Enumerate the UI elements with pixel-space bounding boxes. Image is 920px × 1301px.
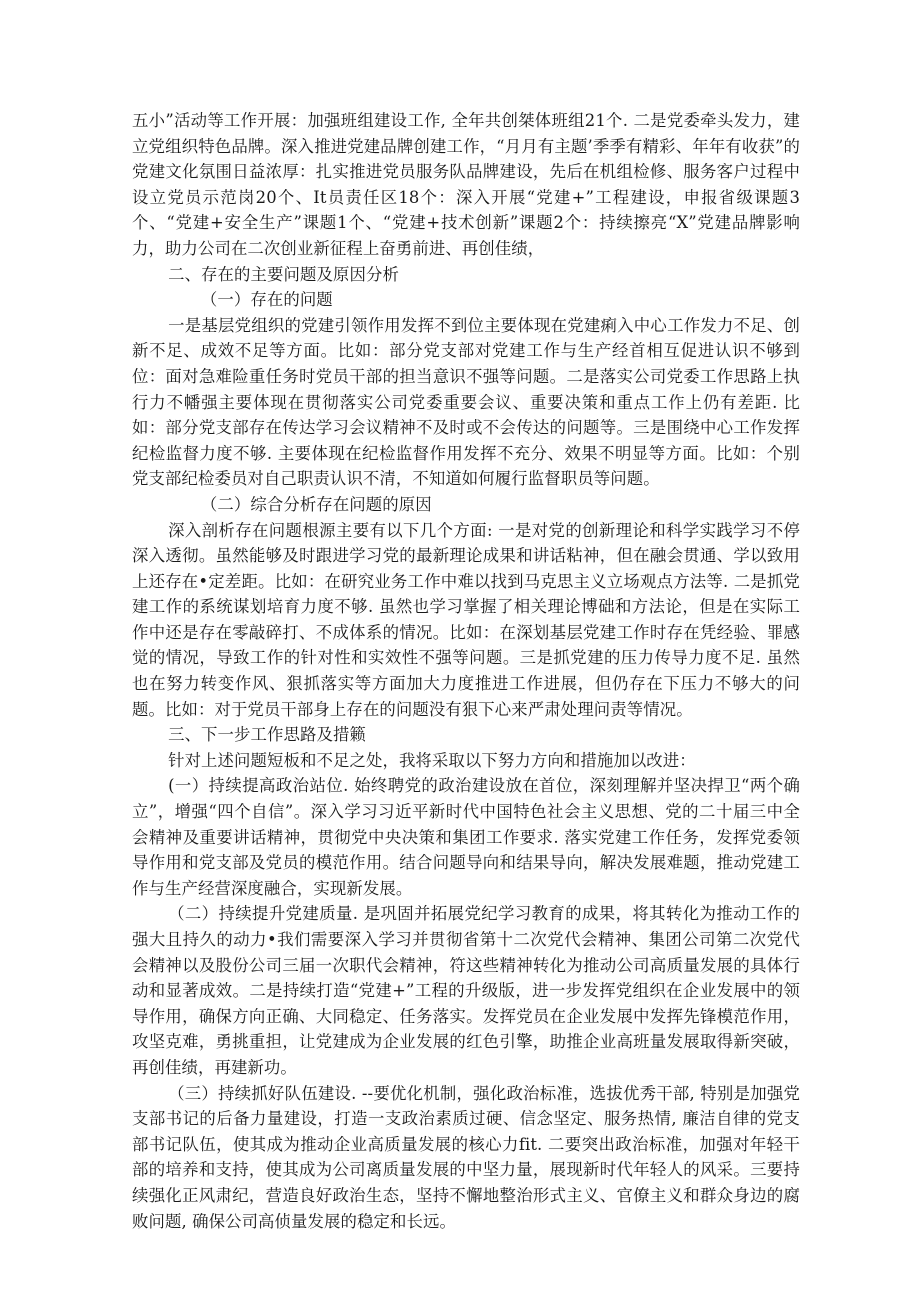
document-body — [132, 108, 800, 1234]
subsection-heading-causes: （二）综合分析存在问题的原因 — [200, 494, 432, 514]
intro-paragraph: 五小”活动等工作开展：加强班组建设工作, 全年共创桀体班组21个. 二是党委牵头发力，建立党组织特色品牌。深入推进党建品牌创建工作，“月月有主题’季季有精彩、年年有收获”的党建文化氛围日益浓厚：扎实推进党员服务队品牌建设，先后在机组检修、服务客户过程中设立党员示范岗20个、It员责任区18个：深入开展“党建+”工程建设，申报省级课题3个、“党建+安全生产”课题1个、“党建+技术创新”课题2个：持续擦亮“X”党建品牌影响力，助力公司在二次创业新征程上奋勇前进、再创佳绩， — [132, 111, 800, 258]
measure-party-quality: （二）持续提升党建质量. 是巩固并拓展党纪学习教育的成果，将其转化为推动工作的强大且持久的动力•我们需要深入学习并贯彻省第十二次党代会精神、集团公司第二次党代会精神以及股份公司三届一次职代会精神，符这些精神转化为推动公司高质量发展的具体行动和显著成效。二是持续打造“党建+”工程的升级版，进一步发挥党组织在企业发展中的领导作用，确保方向正确、大同稳定、任务落实。发挥党员在企业发展中发挥先锋模范作用，攻坚克难，勇挑重担，让党建成为企业发展的红色引擎，助推企业高班量发展取得新突破，再创佳绩，再建新功。 — [132, 904, 800, 1077]
measure-team-building: （三）持续抓好队伍建设. --要优化机制，强化政治标准，选拔优秀干部, 特别是加强党支部书记的后备力量建设，打造一支政治素质过硬、信念坚定、服务热情, 廉洁自律的党支部书记队伍，使其成为推动企业高质量发展的核心力fit. 二要突出政治标准，加强对年轻干部的培养和支持，使其成为公司离质量发展的中坚力量，展现新时代年轻人的风采。三要持续强化正风肃纪，营造良好政治生态，坚持不懈地整治形式主义、官僚主义和群众身边的腐败问题, 确保公司高侦量发展的稳定和长远。 — [132, 1083, 800, 1231]
section-heading-problems: 二、存在的主要问题及原因分析 — [168, 264, 399, 284]
measure-political-stance: (一）持续提高政治站位. 始终聘党的政治建设放在首位，深刻理解并坚决捍卫“两个确立”，增强“四个自信”。深入学习习近平新时代中国特色社会主义思想、党的二十届三中全会精神及重要讲话精神，贯彻党中央决策和集团工作要求. 落实党建工作任务，发挥党委领导作用和党支部及党员的模范作用。结合问题导向和结果导向，解决发展难题，推动党建工作与生产经营深度融合，实现新发展。 — [132, 776, 800, 898]
next-steps-intro: 针对上述问题短板和不足之处，我将采取以下努力方向和措施加以改进： — [168, 750, 696, 770]
subsection-heading-problems: （一）存在的问题 — [200, 290, 333, 310]
problems-paragraph: 一是基层党组织的党建引领作用发挥不到位主要体现在党建痢入中心工作发力不足、创新不足、成效不足等方面。比如：部分党支部对党建工作与生产经首相互促进认识不够到位：面对急难险重任务时党员干部的担当意识不强等问题。二是落实公司党委工作思路上执行力不幡强主要体现在贯彻落实公司党委重要会议、重要决策和重点工作上仍有差距. 比如：部分党支部存在传达学习会议精神不及时或不会传达的问题等。三是围绕中心工作发挥纪检监督力度不够. 主要体现在纪检监督作用发挥不充分、效果不明显等方面。比如：个别党支部纪检委员对自己职责认识不清，不知道如何履行监督职员等问题。 — [132, 315, 800, 489]
section-heading-next-steps: 三、下一步工作思路及措籁 — [168, 725, 366, 745]
causes-paragraph: 深入剖析存在问题根源主要有以下几个方面: 一是对党的创新理论和科学实践学习不停深入透彻。虽然能够及时跟进学习党的最新理论成果和讲话粘神，但在融会贯通、学以致用上还存在•定差距。比如：在研究业务工作中难以找到马克思主义立场观点方法等. 二是抓党建工作的系统谋划培育力度不够. 虽然也学习掌握了相关理论博础和方法论，但是在实际工作中还是存在零敲碎打、不成体系的情况。比如：在深划基层党建工作时存在凭经验、罪感觉的情况，导致工作的针对性和实效性不强等问题。三是抓党建的压力传导力度不足. 虽然也在努力转变作风、狠抓落实等方面加大力度推进工作进展，但仍存在下压力不够大的问题。比如：对于党员干部身上存在的问题没有狠下心来严肃处理问责等情况。 — [132, 520, 800, 719]
